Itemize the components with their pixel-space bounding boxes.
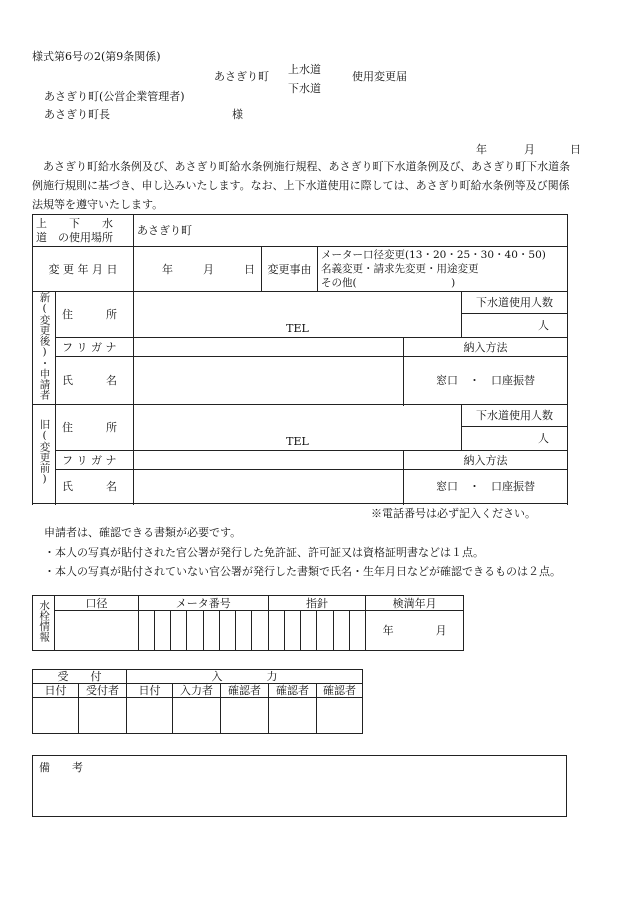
change-reason-label: 変更事由 <box>262 247 318 292</box>
reason-name: 名義変更・請求先変更・用途変更 <box>321 263 479 275</box>
old-tel-label: TEL <box>286 435 309 448</box>
change-reason-options[interactable] <box>318 247 568 292</box>
addressee-manager: あさぎり町(公営企業管理者) <box>44 90 185 103</box>
meter-number-digit[interactable] <box>187 611 203 651</box>
new-payment-options[interactable]: 窓口 ・ 口座振替 <box>404 357 568 405</box>
meter-number-digit[interactable] <box>154 611 170 651</box>
expiry-year: 年 <box>382 624 394 637</box>
new-side-label-text: 新(変更後)・申請者 <box>38 292 51 400</box>
checker1-cell[interactable] <box>221 698 269 734</box>
cd-day: 日 <box>244 262 255 276</box>
meter-info-table <box>32 595 464 651</box>
id-notes-item1: ・本人の写真が貼付された官公署が発行した免許証、許可証又は資格証明書などは１点。 <box>44 546 484 559</box>
old-side-label-text: 旧(変更前) <box>38 419 51 485</box>
location-label-line2: 道 の使用場所 <box>36 230 113 244</box>
inputter-header: 入力者 <box>173 684 221 698</box>
inputter-cell[interactable] <box>173 698 221 734</box>
water-supply-label: 上水道 <box>288 63 321 76</box>
old-name-label: 氏 名 <box>56 470 134 504</box>
meter-side-label <box>33 596 55 651</box>
meter-reading-digit[interactable] <box>268 611 284 651</box>
reason-meter: メーター口径変更(13・20・25・30・40・50) <box>321 249 546 261</box>
change-date-label: 変 更 年 月 日 <box>33 247 134 292</box>
form-number: 様式第6号の2(第9条関係) <box>32 50 161 63</box>
old-payment-options[interactable]: 窓口 ・ 口座振替 <box>404 470 568 504</box>
date-year: 年 <box>476 143 487 156</box>
receiver-header: 受付者 <box>79 684 127 698</box>
meter-reading-header: 指針 <box>268 596 366 611</box>
meter-expiry-field[interactable] <box>366 611 464 651</box>
location-label <box>33 215 134 247</box>
new-address-field[interactable] <box>134 292 462 338</box>
checker2-cell[interactable] <box>269 698 317 734</box>
meter-number-digit[interactable] <box>236 611 252 651</box>
reception-date-header: 日付 <box>33 684 79 698</box>
location-label-line1: 上 下 水 <box>36 216 113 230</box>
old-furigana-label: フ リ ガ ナ <box>56 451 134 470</box>
new-name-field[interactable] <box>134 357 404 405</box>
form-title: 使用変更届 <box>352 70 407 83</box>
honorific: 様 <box>232 108 243 121</box>
sewer-label: 下水道 <box>288 82 321 95</box>
meter-reading-digit[interactable] <box>284 611 300 651</box>
old-furigana-field[interactable] <box>134 451 404 470</box>
reception-date-cell[interactable] <box>33 698 79 734</box>
meter-number-digit[interactable] <box>252 611 268 651</box>
town-name: あさぎり町 <box>214 70 269 83</box>
new-side-label <box>33 292 56 405</box>
new-payment-method-label: 納入方法 <box>404 338 568 357</box>
checker3-header: 確認者 <box>317 684 363 698</box>
meter-number-digit[interactable] <box>203 611 219 651</box>
new-furigana-label: フ リ ガ ナ <box>56 338 134 357</box>
application-table <box>32 214 568 504</box>
checker3-cell[interactable] <box>317 698 363 734</box>
cd-month: 月 <box>203 262 214 276</box>
remarks-box[interactable] <box>32 755 567 817</box>
intro-text: あさぎり町給水条例及び、あさぎり町給水条例施行規程、あさぎり町下水道条例及び、あさぎり町下水道条例施行規則に基づき、申し込みいたします。なお、上下水道使用に際しては、あさぎり町給水条例等及び関係法規等を遵守いたします。 <box>32 160 571 211</box>
new-address-label: 住 所 <box>56 292 134 338</box>
meter-reading-digit[interactable] <box>301 611 317 651</box>
expiry-month: 月 <box>435 624 447 637</box>
old-side-label <box>33 405 56 504</box>
meter-side-label-text: 水栓情報 <box>38 600 51 642</box>
old-sewer-users-label: 下水道使用人数 <box>462 405 568 427</box>
old-address-field[interactable] <box>134 405 462 451</box>
meter-number-digit[interactable] <box>219 611 235 651</box>
remarks-label: 備 考 <box>39 761 83 774</box>
old-sewer-users-field[interactable]: 人 <box>462 427 568 451</box>
addressee-mayor: あさぎり町長 <box>44 108 110 121</box>
old-name-field[interactable] <box>134 470 404 504</box>
checker1-header: 確認者 <box>221 684 269 698</box>
new-tel-label: TEL <box>286 322 309 335</box>
reason-other: その他( ) <box>321 277 456 289</box>
receiver-cell[interactable] <box>79 698 127 734</box>
new-furigana-field[interactable] <box>134 338 404 357</box>
meter-diameter-cell[interactable] <box>55 611 138 651</box>
location-value[interactable]: あさぎり町 <box>134 215 568 247</box>
meter-expiry-header: 検満年月 <box>366 596 464 611</box>
id-notes-item2: ・本人の写真が貼付されていない官公署が発行した書類で氏名・生年月日などが確認できるものは２点。 <box>44 565 561 578</box>
reception-table <box>32 669 363 734</box>
input-header: 入 力 <box>127 670 363 684</box>
meter-reading-digit[interactable] <box>333 611 349 651</box>
phone-note: ※電話番号は必ず記入ください。 <box>371 507 536 520</box>
new-name-label: 氏 名 <box>56 357 134 405</box>
meter-reading-digit[interactable] <box>317 611 333 651</box>
new-sewer-users-field[interactable]: 人 <box>462 314 568 338</box>
old-address-label: 住 所 <box>56 405 134 451</box>
new-sewer-users-label: 下水道使用人数 <box>462 292 568 314</box>
date-day: 日 <box>570 143 581 156</box>
meter-number-header: メータ番号 <box>138 596 268 611</box>
meter-number-digit[interactable] <box>171 611 187 651</box>
input-date-cell[interactable] <box>127 698 173 734</box>
old-payment-method-label: 納入方法 <box>404 451 568 470</box>
meter-reading-digit[interactable] <box>349 611 365 651</box>
meter-diameter-header: 口径 <box>55 596 138 611</box>
id-notes-heading: 申請者は、確認できる書類が必要です。 <box>44 526 242 539</box>
reception-header: 受 付 <box>33 670 127 684</box>
change-date-field[interactable] <box>134 247 262 292</box>
input-date-header: 日付 <box>127 684 173 698</box>
cd-year: 年 <box>162 262 173 276</box>
meter-number-digit[interactable] <box>138 611 154 651</box>
checker2-header: 確認者 <box>269 684 317 698</box>
date-month: 月 <box>524 143 535 156</box>
